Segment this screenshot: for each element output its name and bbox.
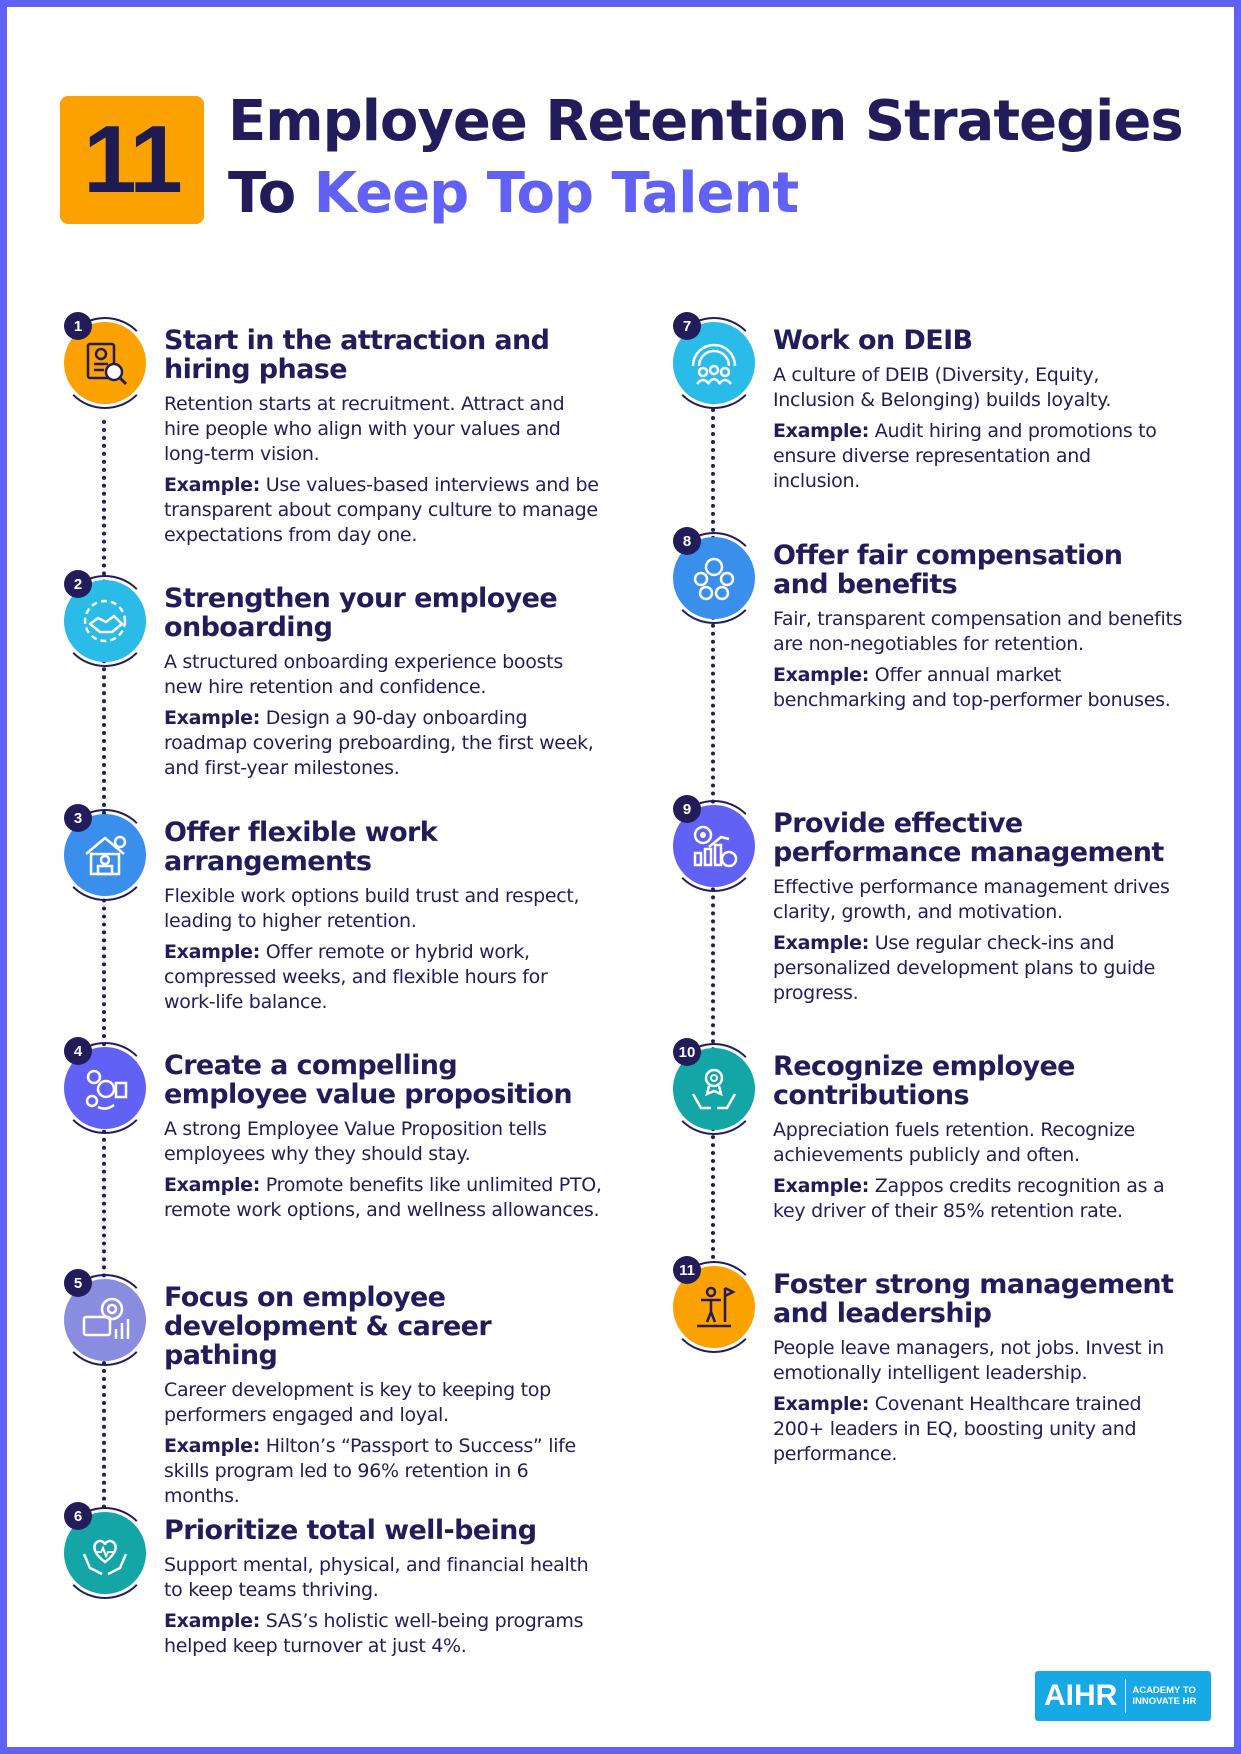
example-text: Promote benefits like unlimited PTO, remote work options, and wellness allowances. <box>164 1174 602 1221</box>
strategy-example <box>164 706 604 781</box>
strategy-icon-badge <box>62 1507 148 1616</box>
strategy-description: A strong Employee Value Proposition tells employees why they should stay. <box>164 1118 547 1165</box>
strategy-number: 7 <box>673 312 701 340</box>
example-text: Audit hiring and promotions to ensure diverse representation and inclusion. <box>773 420 1157 492</box>
example-label: Example: <box>164 707 261 729</box>
strategy-icon-badge <box>671 800 757 909</box>
strategy-icon-badge <box>62 1042 148 1151</box>
strategy-description: Support mental, physical, and financial health to keep teams thriving. <box>164 1554 589 1601</box>
strategy-description: Career development is key to keeping top performers engaged and loyal. <box>164 1379 551 1426</box>
title-line-2-accent: Keep Top Talent <box>313 161 799 226</box>
strategy-title: Create a compelling employee value proposition <box>164 1050 572 1110</box>
strategy-example <box>164 473 604 548</box>
strategy-title: Provide effective performance management <box>773 808 1164 868</box>
example-label: Example: <box>164 474 261 496</box>
example-text: Use regular check-ins and personalized development plans to guide progress. <box>773 932 1155 1004</box>
strategy-title: Start in the attraction and hiring phase <box>164 325 550 385</box>
strategy-icon-badge <box>671 317 757 426</box>
strategy-icon-badge <box>62 809 148 918</box>
strategy-number: 6 <box>64 1502 92 1530</box>
strategy-description: Appreciation fuels retention. Recognize achievements publicly and often. <box>773 1119 1135 1166</box>
example-label: Example: <box>164 1610 261 1632</box>
example-label: Example: <box>164 941 261 963</box>
strategy-description: Fair, transparent compensation and benefits are non-negotiables for retention. <box>773 608 1183 655</box>
strategy-number: 8 <box>673 527 701 555</box>
strategy-text <box>164 1283 604 1515</box>
example-text: Offer remote or hybrid work, compressed weeks, and flexible hours for work-life balance. <box>164 941 548 1013</box>
strategy-example <box>773 419 1183 494</box>
strategy-text <box>164 326 604 554</box>
example-text: Hilton’s “Passport to Success” life skills program led to 96% retention in 6 months. <box>164 1435 576 1507</box>
strategy-text <box>773 1052 1183 1230</box>
strategy-number: 2 <box>64 570 92 598</box>
strategy-title: Focus on employee development & career pathing <box>164 1282 492 1371</box>
strategy-description: Flexible work options build trust and respect, leading to higher retention. <box>164 885 580 932</box>
strategy-description: A structured onboarding experience boosts new hire retention and confidence. <box>164 651 563 698</box>
aihr-logo <box>1035 1671 1211 1721</box>
example-text: Design a 90-day onboarding roadmap covering preboarding, the first week, and first-year milestones. <box>164 707 594 779</box>
example-text: Use values-based interviews and be transparent about company culture to manage expectations from day one. <box>164 474 599 546</box>
strategy-number: 5 <box>64 1269 92 1297</box>
strategy-example <box>773 1392 1183 1467</box>
strategy-title: Strengthen your employee onboarding <box>164 583 558 643</box>
strategy-count-badge: 11 <box>60 96 204 224</box>
example-label: Example: <box>164 1174 261 1196</box>
strategy-title: Foster strong management and leadership <box>773 1269 1174 1329</box>
strategy-example <box>773 663 1183 713</box>
strategy-text <box>164 1051 604 1229</box>
example-label: Example: <box>773 420 870 442</box>
strategy-text <box>773 326 1183 500</box>
logo-tagline: ACADEMY TO INNOVATE HR <box>1132 1685 1197 1707</box>
example-text: Covenant Healthcare trained 200+ leaders in EQ, boosting unity and performance. <box>773 1393 1142 1465</box>
strategy-description: A culture of DEIB (Diversity, Equity, Inclusion & Belonging) builds loyalty. <box>773 364 1112 411</box>
strategy-example <box>164 1609 604 1659</box>
strategy-description: Effective performance management drives clarity, growth, and motivation. <box>773 876 1170 923</box>
strategy-title: Recognize employee contributions <box>773 1051 1075 1111</box>
example-text: Zappos credits recognition as a key driver of their 85% retention rate. <box>773 1175 1165 1222</box>
page-title <box>228 86 1218 230</box>
strategy-number: 3 <box>64 804 92 832</box>
strategy-icon-badge <box>62 1274 148 1383</box>
strategy-example <box>773 1174 1183 1224</box>
title-line-2-prefix: To <box>228 161 314 226</box>
strategy-icon-badge <box>671 1043 757 1152</box>
strategy-text <box>164 1516 604 1665</box>
strategy-example <box>773 931 1183 1006</box>
strategy-number: 9 <box>673 795 701 823</box>
strategy-description: People leave managers, not jobs. Invest in emotionally intelligent leadership. <box>773 1337 1164 1384</box>
strategy-icon-badge <box>671 1261 757 1370</box>
logo-wordmark: AIHR <box>1035 1679 1126 1713</box>
strategy-title: Offer flexible work arrangements <box>164 817 438 877</box>
strategy-text <box>773 809 1183 1012</box>
strategy-example <box>164 1173 604 1223</box>
strategy-number: 10 <box>673 1038 701 1066</box>
strategy-example <box>164 1434 604 1509</box>
strategy-text <box>773 1270 1183 1473</box>
example-label: Example: <box>773 664 870 686</box>
strategy-text <box>164 584 604 787</box>
strategy-text <box>773 541 1183 719</box>
strategy-icon-badge <box>671 532 757 641</box>
example-label: Example: <box>773 1393 870 1415</box>
strategy-title: Work on DEIB <box>773 325 973 356</box>
strategy-number: 11 <box>673 1256 701 1284</box>
strategy-text <box>164 818 604 1021</box>
example-label: Example: <box>164 1435 261 1457</box>
example-label: Example: <box>773 1175 870 1197</box>
example-text: Offer annual market benchmarking and top-performer bonuses. <box>773 664 1171 711</box>
strategy-icon-badge <box>62 575 148 684</box>
strategy-example <box>164 940 604 1015</box>
strategy-number: 1 <box>64 312 92 340</box>
title-line-1: Employee Retention Strategies <box>228 89 1183 154</box>
strategy-description: Retention starts at recruitment. Attract and hire people who align with your values and long-term vision. <box>164 393 565 465</box>
strategy-title: Prioritize total well-being <box>164 1515 537 1546</box>
strategy-number: 4 <box>64 1037 92 1065</box>
strategy-title: Offer fair compensation and benefits <box>773 540 1123 600</box>
example-label: Example: <box>773 932 870 954</box>
strategy-icon-badge <box>62 317 148 426</box>
example-text: SAS’s holistic well-being programs helped keep turnover at just 4%. <box>164 1610 584 1657</box>
